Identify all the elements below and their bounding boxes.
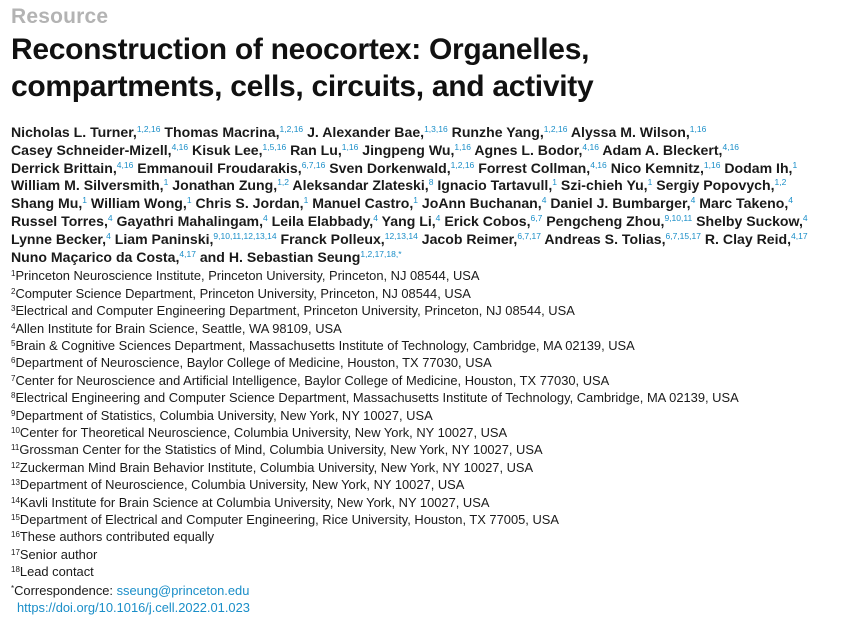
- affiliation-number: 12: [11, 460, 20, 470]
- author-name: [478, 160, 607, 176]
- author-name: [561, 177, 652, 193]
- author-affiliation-superscript[interactable]: 1,2,17,18,*: [360, 248, 402, 259]
- affiliation-number: 14: [11, 495, 20, 505]
- author-affiliation-superscript[interactable]: 1,5,16: [262, 141, 287, 152]
- author-name: [696, 213, 808, 229]
- affiliation-text: Electrical and Computer Engineering Department, Princeton University, Princeton, NJ 08544, USA: [15, 303, 575, 319]
- author-name: [192, 142, 286, 158]
- author-affiliation-superscript[interactable]: 4: [541, 195, 547, 206]
- author-name-text: Derrick Brittain,: [11, 159, 117, 176]
- affiliation-text: Electrical Engineering and Computer Science Department, Massachusetts Institute of Technology, Cambridge, MA 02139, USA: [15, 390, 739, 406]
- author-affiliation-superscript[interactable]: 4: [788, 195, 793, 206]
- author-name-text: Aleksandar Zlateski,: [292, 177, 429, 194]
- author-affiliation-superscript[interactable]: 9,10,11,12,13,14: [213, 230, 277, 241]
- author-affiliation-superscript[interactable]: 12,13,14: [384, 230, 418, 241]
- correspondence-marker: *: [11, 583, 15, 593]
- author-affiliation-superscript[interactable]: 4,16: [116, 159, 134, 170]
- author-name-text: Dodam Ih,: [724, 159, 793, 176]
- affiliation-text: Center for Neuroscience and Artificial Intelligence, Baylor College of Medicine, Houston, TX 77030, USA: [15, 372, 610, 388]
- author-affiliation-superscript[interactable]: 6,7,17: [517, 230, 541, 241]
- author-name-text: Sergiy Popovych,: [656, 177, 775, 194]
- author-name-text: Szi-chieh Yu,: [560, 177, 648, 194]
- affiliation-item: [11, 494, 856, 511]
- author-name: [115, 231, 277, 247]
- author-name-text: Lynne Becker,: [11, 230, 107, 247]
- author-name: [290, 142, 358, 158]
- affiliation-item: [11, 476, 856, 493]
- affiliation-number: 13: [11, 478, 20, 488]
- affiliation-text: Lead contact: [19, 564, 94, 580]
- affiliation-text: Senior author: [19, 546, 98, 562]
- affiliation-number: 1: [11, 269, 16, 279]
- author-name: [362, 142, 471, 158]
- author-name: [195, 195, 308, 211]
- author-name: [656, 177, 786, 193]
- author-name: [452, 124, 568, 140]
- article-title: [11, 31, 856, 105]
- author-affiliation-superscript[interactable]: 1: [82, 195, 87, 206]
- affiliation-number: 8: [11, 391, 16, 401]
- author-name-text: Agnes L. Bodor,: [474, 141, 583, 158]
- author-name-text: Chris S. Jordan,: [195, 195, 304, 212]
- author-affiliation-superscript[interactable]: 6,7,16: [301, 159, 326, 170]
- author-name: [611, 160, 721, 176]
- author-affiliation-superscript[interactable]: 4,17: [179, 248, 196, 259]
- author-name-text: William Wong,: [90, 195, 187, 212]
- author-affiliation-superscript[interactable]: 1: [647, 177, 653, 188]
- author-name-text: Marc Takeno,: [699, 195, 789, 212]
- author-affiliation-superscript[interactable]: 1,3,16: [424, 124, 448, 134]
- author-affiliation-superscript[interactable]: 4,16: [722, 141, 740, 152]
- affiliation-number: 6: [11, 356, 16, 366]
- author-name: [11, 213, 113, 229]
- affiliation-item: [11, 511, 856, 528]
- affiliation-text: Computer Science Department, Princeton University, Princeton, NJ 08544, USA: [15, 285, 471, 301]
- author-name-text: Forrest Collman,: [478, 159, 591, 176]
- author-name-text: William M. Silversmith,: [11, 177, 164, 194]
- author-name-text: Alyssa M. Wilson,: [570, 124, 690, 140]
- author-name-text: JoAnn Buchanan,: [421, 195, 542, 212]
- author-affiliation-superscript[interactable]: 1,2: [277, 177, 290, 188]
- author-name: [292, 177, 433, 193]
- author-name: [164, 124, 303, 140]
- author-name-text: J. Alexander Bae,: [307, 124, 425, 140]
- affiliation-item: [11, 285, 856, 302]
- author-name: [546, 213, 692, 229]
- affiliation-number: 10: [11, 426, 20, 436]
- author-name-text: Emmanouil Froudarakis,: [137, 159, 302, 176]
- affiliation-item: [11, 546, 856, 563]
- affiliation-item: [11, 337, 856, 354]
- author-affiliation-superscript[interactable]: 1: [163, 177, 169, 188]
- affiliation-item: [11, 563, 856, 580]
- author-affiliation-superscript[interactable]: 4,16: [582, 141, 599, 152]
- author-name: [11, 195, 87, 211]
- author-name-text: Nicholas L. Turner,: [11, 124, 137, 140]
- author-name: [474, 142, 599, 158]
- affiliation-text: Department of Neuroscience, Columbia University, New York, NY 10027, USA: [19, 477, 465, 493]
- affiliation-item: [11, 424, 856, 441]
- author-affiliation-superscript[interactable]: 1,16: [689, 124, 707, 134]
- affiliation-item: [11, 372, 856, 389]
- author-name-text: Jacob Reimer,: [421, 230, 518, 247]
- correspondence: [11, 582, 856, 599]
- author-affiliation-superscript[interactable]: 1: [552, 177, 557, 188]
- affiliation-item: [11, 407, 856, 424]
- author-name-text: Nico Kemnitz,: [610, 159, 704, 176]
- affiliation-number: 15: [11, 513, 20, 523]
- author-affiliation-superscript[interactable]: 4: [435, 212, 441, 223]
- article-header: [11, 4, 856, 617]
- article-title-line-2: compartments, cells, circuits, and activity: [11, 70, 594, 103]
- author-list: [11, 124, 856, 266]
- author-name-text: Russel Torres,: [11, 212, 108, 229]
- author-affiliation-superscript[interactable]: 1,2,16: [279, 124, 304, 134]
- author-name-text: Casey Schneider-Mizell,: [11, 141, 172, 158]
- author-name: [705, 231, 808, 247]
- affiliation-text: Zuckerman Mind Brain Behavior Institute, Columbia University, New York, NY 10027, USA: [19, 459, 534, 475]
- author-name-text: Sven Dorkenwald,: [329, 159, 451, 176]
- author-name: [699, 195, 793, 211]
- author-name: [117, 213, 268, 229]
- affiliation-item: [11, 354, 856, 371]
- affiliation-number: 17: [11, 547, 20, 557]
- author-name: [11, 231, 111, 247]
- author-affiliation-superscript[interactable]: 1,2,16: [136, 124, 161, 134]
- author-name-text: and H. Sebastian Seung: [199, 248, 361, 265]
- author-name: [281, 231, 418, 247]
- affiliation-item: [11, 441, 856, 458]
- section-label: Resource: [11, 5, 109, 28]
- author-name-text: Jingpeng Wu,: [362, 141, 455, 158]
- affiliation-text: Kavli Institute for Brain Science at Columbia University, New York, NY 10027, USA: [19, 494, 490, 510]
- author-affiliation-superscript[interactable]: 4,16: [171, 141, 189, 152]
- affiliation-number: 11: [11, 443, 20, 453]
- author-name-text: Ignacio Tartavull,: [437, 177, 553, 194]
- affiliation-text: Department of Neuroscience, Baylor College of Medicine, Houston, TX 77030, USA: [15, 355, 492, 371]
- author-name: [382, 213, 441, 229]
- correspondence-label: Correspondence:: [14, 582, 117, 598]
- author-affiliation-superscript[interactable]: 6,7: [530, 212, 543, 223]
- doi-link[interactable]: https://doi.org/10.1016/j.cell.2022.01.023: [17, 600, 250, 616]
- author-name: [550, 195, 695, 211]
- author-name-text: Nuno Maçarico da Costa,: [11, 248, 180, 265]
- correspondence-email-link[interactable]: sseung@princeton.edu: [116, 582, 250, 598]
- affiliation-number: 18: [11, 565, 20, 575]
- author-affiliation-superscript[interactable]: 1,16: [454, 141, 471, 152]
- author-name: [91, 195, 192, 211]
- affiliation-number: 9: [11, 408, 16, 418]
- author-affiliation-superscript[interactable]: 1,16: [703, 159, 721, 170]
- author-name: [137, 160, 325, 176]
- author-affiliation-superscript[interactable]: 1: [413, 195, 418, 206]
- article-title-line-1: Reconstruction of neocortex: Organelles,: [11, 33, 590, 66]
- author-affiliation-superscript[interactable]: 4: [802, 212, 808, 223]
- author-name-text: Shang Mu,: [11, 195, 83, 212]
- author-affiliation-superscript[interactable]: 1,2: [774, 177, 787, 188]
- affiliation-text: Department of Statistics, Columbia University, New York, NY 10027, USA: [15, 407, 433, 423]
- author-name-text: Shelby Suckow,: [696, 212, 803, 229]
- author-name: [11, 160, 133, 176]
- affiliation-text: Center for Theoretical Neuroscience, Columbia University, New York, NY 10027, USA: [19, 425, 508, 441]
- author-name: [312, 195, 418, 211]
- author-name-text: Yang Li,: [381, 212, 436, 229]
- author-affiliation-superscript[interactable]: 4: [106, 230, 111, 241]
- author-name-text: Andreas S. Tolias,: [544, 230, 666, 247]
- author-name-text: Daniel J. Bumbarger,: [550, 195, 691, 212]
- author-affiliation-superscript[interactable]: 1,2,16: [543, 124, 568, 134]
- affiliation-item: [11, 320, 856, 337]
- author-affiliation-superscript[interactable]: 4: [690, 195, 696, 206]
- author-name-text: Liam Paninski,: [114, 230, 214, 247]
- affiliation-text: Department of Electrical and Computer Engineering, Rice University, Houston, TX 77005, USA: [19, 512, 559, 528]
- affiliation-list: [11, 267, 856, 580]
- affiliation-item: [11, 267, 856, 284]
- author-name-text: Franck Polleux,: [280, 230, 385, 247]
- affiliation-number: 2: [11, 286, 16, 296]
- author-affiliation-superscript[interactable]: 1: [792, 159, 798, 170]
- author-name-text: Manuel Castro,: [312, 195, 414, 212]
- author-name: [11, 249, 196, 265]
- author-name: [272, 213, 378, 229]
- author-name-text: Ran Lu,: [290, 141, 342, 158]
- author-name: [11, 124, 160, 140]
- author-name-text: Kisuk Lee,: [192, 141, 263, 158]
- author-affiliation-superscript[interactable]: 1: [186, 195, 192, 206]
- author-name: [444, 213, 542, 229]
- affiliation-item: [11, 389, 856, 406]
- author-name-text: R. Clay Reid,: [704, 230, 792, 247]
- author-affiliation-superscript[interactable]: 4,16: [590, 159, 607, 170]
- author-name-text: Adam A. Bleckert,: [602, 141, 723, 158]
- author-name-text: Jonathan Zung,: [172, 177, 278, 194]
- author-name-text: Runzhe Yang,: [451, 124, 544, 140]
- author-name: [571, 124, 706, 140]
- author-affiliation-superscript[interactable]: 4: [373, 212, 378, 223]
- affiliation-text: Princeton Neuroscience Institute, Princeton University, Princeton, NJ 08544, USA: [15, 268, 480, 284]
- author-affiliation-superscript[interactable]: 1: [303, 195, 309, 206]
- author-name-text: Leila Elabbady,: [271, 212, 374, 229]
- author-name: [437, 177, 557, 193]
- affiliation-item: [11, 459, 856, 476]
- affiliation-text: Brain & Cognitive Sciences Department, Massachusetts Institute of Technology, Cambridge, MA 02139, USA: [15, 338, 635, 353]
- author-affiliation-superscript[interactable]: 4,17: [791, 230, 808, 241]
- author-name: [602, 142, 739, 158]
- author-affiliation-superscript[interactable]: 1,2,16: [450, 159, 475, 170]
- author-name-text: Pengcheng Zhou,: [546, 212, 665, 229]
- author-affiliation-superscript[interactable]: 6,7,15,17: [665, 230, 701, 241]
- author-affiliation-superscript[interactable]: 1,16: [341, 141, 359, 152]
- affiliation-number: 7: [11, 373, 16, 383]
- author-name: [172, 177, 289, 193]
- affiliation-number: 3: [11, 304, 16, 314]
- author-name: [200, 249, 402, 265]
- affiliation-number: 4: [11, 321, 16, 331]
- author-affiliation-superscript[interactable]: 9,10,11: [664, 212, 693, 223]
- author-name: [422, 231, 541, 247]
- author-name: [307, 124, 448, 140]
- affiliation-item: [11, 302, 856, 319]
- author-name: [422, 195, 547, 211]
- affiliation-text: These authors contributed equally: [19, 529, 215, 545]
- author-name: [724, 160, 797, 176]
- author-name-text: Gayathri Mahalingam,: [116, 212, 263, 229]
- author-affiliation-superscript[interactable]: 4: [263, 212, 268, 223]
- affiliation-number: 16: [11, 530, 20, 540]
- affiliation-text: Grossman Center for the Statistics of Mind, Columbia University, New York, NY 10027, USA: [19, 442, 543, 458]
- author-name: [329, 160, 474, 176]
- author-name-text: Erick Cobos,: [444, 212, 531, 229]
- author-name: [11, 142, 188, 158]
- author-name: [11, 177, 168, 193]
- author-affiliation-superscript[interactable]: 4: [107, 212, 113, 223]
- affiliation-item: [11, 528, 856, 545]
- affiliation-number: 5: [11, 339, 16, 348]
- author-name: [544, 231, 701, 247]
- author-name-text: Thomas Macrina,: [164, 124, 280, 140]
- author-affiliation-superscript[interactable]: 8: [428, 177, 434, 188]
- affiliation-text: Allen Institute for Brain Science, Seattle, WA 98109, USA: [15, 320, 342, 336]
